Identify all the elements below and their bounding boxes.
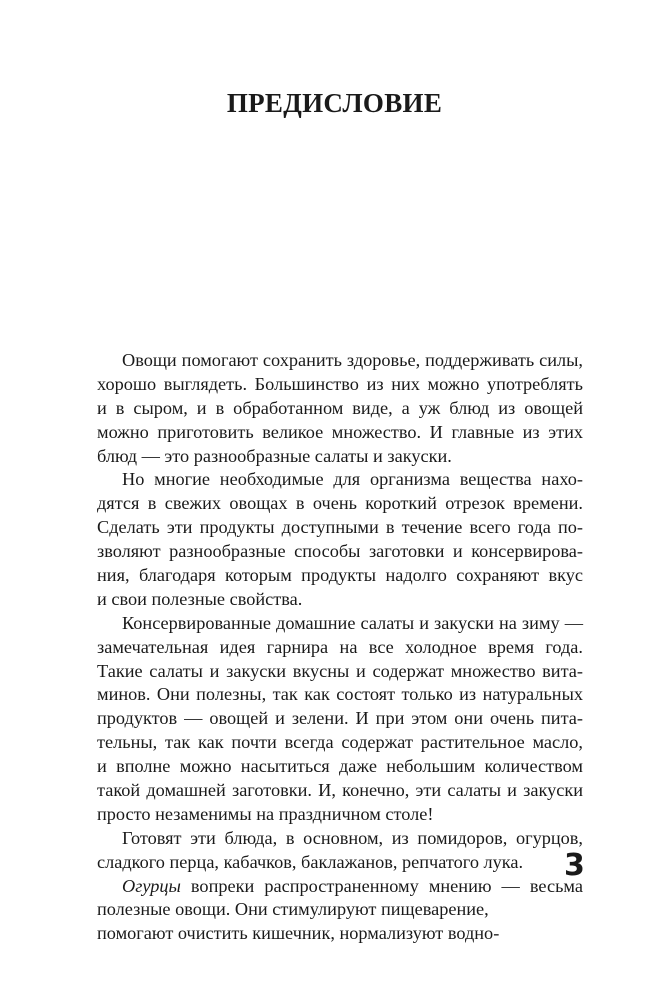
text-line: Овощи помогают сохранить здоровье, поддерживать силы,	[122, 350, 583, 370]
text-line: Такие салаты и закуски вкусны и содержат множество вита-	[97, 660, 583, 681]
text-line-rest: вопреки распространенному мнению — весьма	[180, 875, 583, 896]
text-line: хорошо выглядеть. Большинство из них можно употреблять	[97, 373, 583, 394]
text-line: Сделать эти продукты доступными в течение всего года по-	[97, 517, 583, 538]
text-line: зволяют разнообразные способы заготовки и консервирова-	[97, 541, 583, 562]
page-title: ПРЕДИСЛОВИЕ	[226, 88, 443, 118]
text-line: полезные овощи. Они стимулируют пищеварение,	[97, 899, 489, 920]
text-line: минов. Они полезны, так как состоят только из натуральных	[97, 684, 583, 705]
text-line: сладкого перца, кабачков, баклажанов, репчатого лука.	[97, 851, 524, 872]
text-line: дятся в свежих овощах в очень короткий отрезок времени.	[97, 493, 583, 514]
text-line: Готовят эти блюда, в основном, из помидоров, огурцов,	[122, 827, 583, 848]
text-line: помогают очистить кишечник, нормализуют водно-	[97, 923, 500, 944]
italic-term: Огурцы	[122, 875, 181, 896]
text-line: замечательная идея гарнира на все холодное время года.	[97, 636, 583, 657]
text-line: продуктов — овощей и зелени. И при этом они очень пита-	[97, 708, 583, 729]
text-line: ния, благодаря которым продукты надолго сохраняют вкус	[97, 565, 583, 586]
text-line: просто незаменимы на праздничном столе!	[97, 803, 434, 824]
text-line: и свои полезные свойства.	[97, 588, 303, 609]
page-number: 3	[564, 848, 585, 883]
text-line: блюд — это разнообразные салаты и закуски.	[97, 445, 452, 466]
text-line: Но многие необходимые для организма вещества нахо-	[122, 469, 583, 490]
text-line: и вполне можно насытиться даже небольшим количеством	[97, 756, 583, 777]
text-line	[97, 875, 583, 899]
text-line: Консервированные домашние салаты и закуски на зиму —	[122, 612, 583, 633]
text-line: такой домашней заготовки. И, конечно, эти салаты и закуски	[97, 780, 583, 801]
text-line: тельны, так как почти всегда содержат растительное масло,	[97, 732, 583, 753]
text-line: и в сыром, и в обработанном виде, а уж блюд из овощей	[97, 397, 583, 418]
text-line: можно приготовить великое множество. И главные из этих	[97, 421, 583, 442]
body-text	[97, 349, 583, 946]
